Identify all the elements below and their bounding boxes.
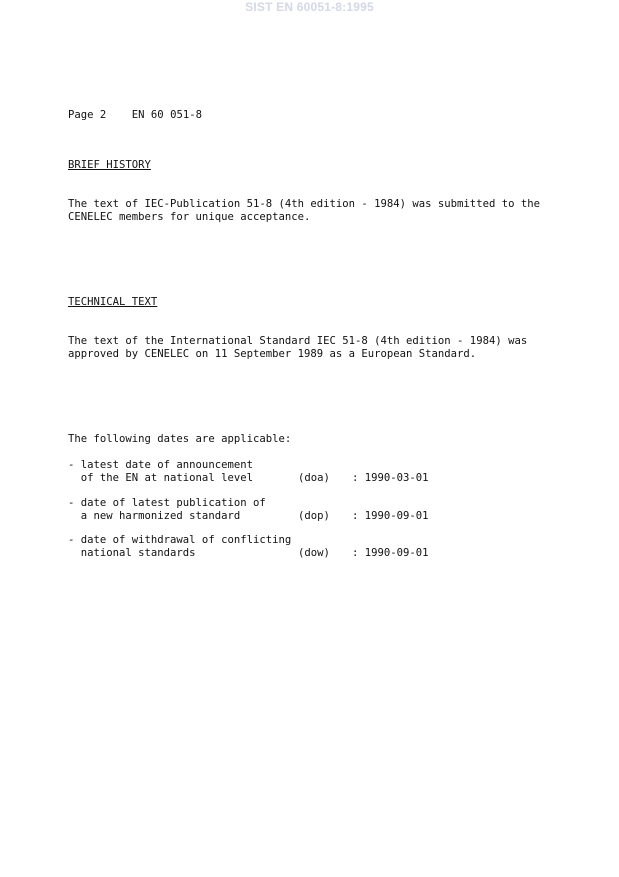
technical-text-line-1: The text of the International Standard IEC 51-8 (4th edition - 1984) was <box>68 335 528 347</box>
date-item-doa-line-2: of the EN at national level <box>68 472 253 484</box>
technical-text-line-2: approved by CENELEC on 11 September 1989 as a European Standard. <box>68 348 477 360</box>
date-item-dow-line-1: - date of withdrawal of conflicting <box>68 534 292 546</box>
watermark: SIST EN 60051-8:1995 <box>245 0 374 14</box>
dates-intro: The following dates are applicable: <box>68 433 292 445</box>
document-number: EN 60 051-8 <box>131 109 202 121</box>
page-number: Page 2 <box>68 109 107 121</box>
technical-text-heading: TECHNICAL TEXT <box>68 296 158 308</box>
brief-history-heading: BRIEF HISTORY <box>68 159 151 171</box>
date-item-dow-abbr: (dow) <box>298 547 330 559</box>
brief-history-line-1: The text of IEC-Publication 51-8 (4th edition - 1984) was submitted to the <box>68 198 540 210</box>
date-item-dop-abbr: (dop) <box>298 510 330 522</box>
page-header <box>68 109 202 122</box>
brief-history-line-2: CENELEC members for unique acceptance. <box>68 211 311 223</box>
date-item-dow-line-2: national standards <box>68 547 196 559</box>
date-item-dow-date: : 1990-09-01 <box>352 547 429 559</box>
date-item-doa-date: : 1990-03-01 <box>352 472 429 484</box>
date-item-dop-date: : 1990-09-01 <box>352 510 429 522</box>
date-item-dop-line-2: a new harmonized standard <box>68 510 241 522</box>
date-item-dop-line-1: - date of latest publication of <box>68 497 266 509</box>
date-item-doa-abbr: (doa) <box>298 472 330 484</box>
date-item-doa-line-1: - latest date of announcement <box>68 459 253 471</box>
